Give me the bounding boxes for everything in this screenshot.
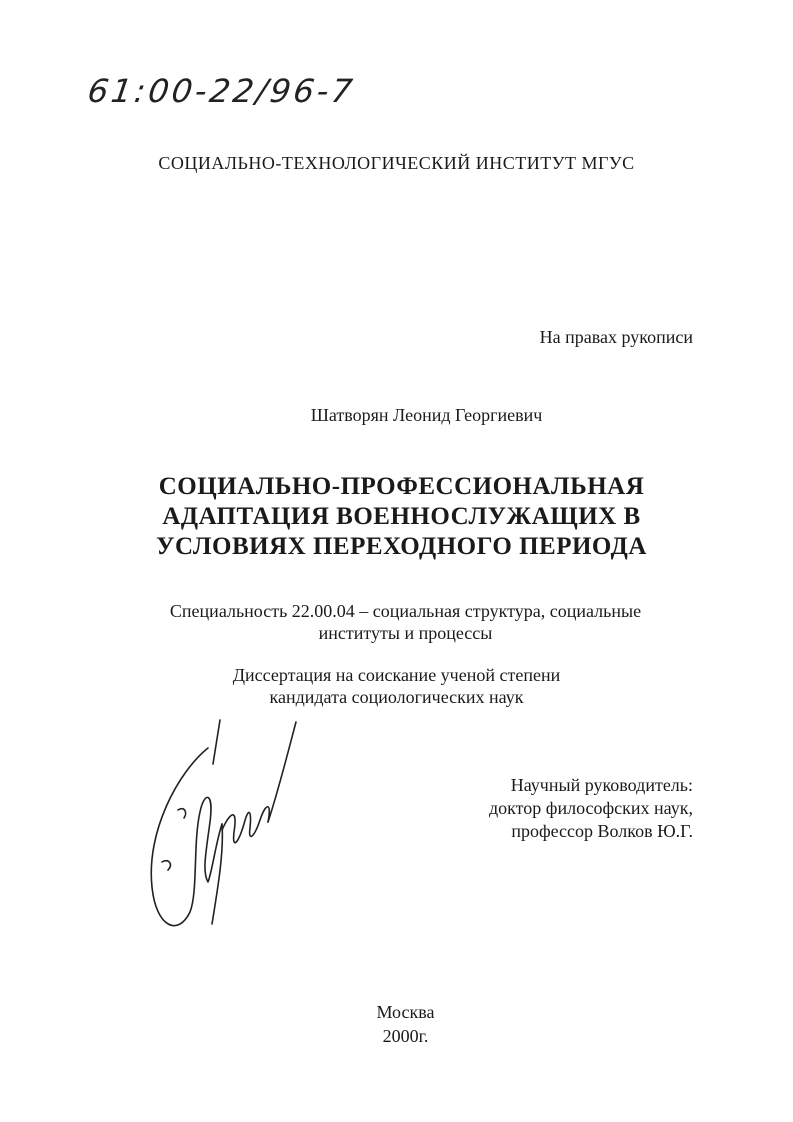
place-and-year — [0, 1000, 793, 1048]
city: Москва — [376, 1002, 435, 1022]
title-line: СОЦИАЛЬНО-ПРОФЕССИОНАЛЬНАЯ — [158, 473, 645, 500]
adviser-line: профессор Волков Ю.Г. — [511, 821, 693, 841]
manuscript-rights-note: На правах рукописи — [539, 327, 693, 347]
title-line: УСЛОВИЯХ ПЕРЕХОДНОГО ПЕРИОДА — [156, 533, 647, 560]
dissertation-title — [0, 472, 793, 562]
specialty-line: Специальность 22.00.04 – социальная структура, социальные — [169, 601, 642, 621]
institute-name: СОЦИАЛЬНО-ТЕХНОЛОГИЧЕСКИЙ ИНСТИТУТ МГУС — [158, 153, 635, 173]
title-line: АДАПТАЦИЯ ВОЕННОСЛУЖАЩИХ В — [162, 503, 641, 530]
degree-statement — [0, 664, 793, 708]
signature-handwritten — [138, 712, 318, 942]
adviser-line: доктор философских наук, — [489, 798, 693, 818]
degree-line: кандидата социологических наук — [269, 687, 524, 707]
degree-line: Диссертация на соискание ученой степени — [232, 665, 561, 685]
scientific-adviser — [489, 774, 693, 843]
specialty-line: институты и процессы — [318, 623, 493, 643]
archive-number-handwritten: 61:00-22/96-7 — [85, 72, 358, 110]
specialty-block — [0, 600, 793, 644]
year: 2000г. — [382, 1026, 429, 1046]
author-name: Шатворян Леонид Георгиевич — [310, 405, 543, 425]
adviser-line: Научный руководитель: — [510, 775, 693, 795]
